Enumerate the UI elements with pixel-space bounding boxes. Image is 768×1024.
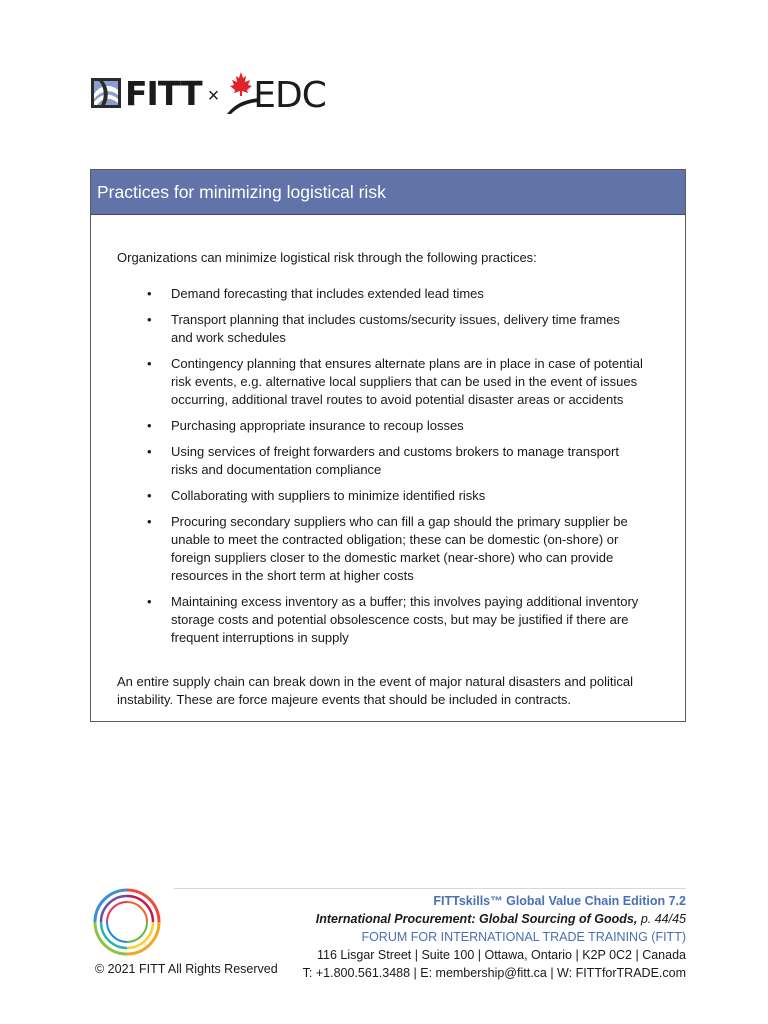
page-number: p. 44/45: [640, 912, 686, 926]
book-title: International Procurement: Global Sourcing of Goods,: [315, 912, 638, 926]
list-item-text: Demand forecasting that includes extended lead times: [171, 286, 484, 301]
fitt-wordmark: FITT: [125, 73, 202, 113]
list-item-text: Collaborating with suppliers to minimize identified risks: [171, 488, 486, 503]
practices-list: [117, 285, 659, 647]
bullet: •: [147, 488, 152, 503]
list-item: [147, 443, 659, 479]
list-item: [147, 487, 659, 505]
bullet: •: [147, 594, 152, 609]
edc-wordmark: EDC: [253, 75, 326, 116]
address-line: 116 Lisgar Street | Suite 100 | Ottawa, Ontario | K2P 0C2 | Canada: [317, 948, 686, 962]
list-item-text: Using services of freight forwarders and customs brokers to manage transport risks and documentation compliance: [171, 444, 619, 477]
footer-info: [303, 892, 686, 982]
list-item-text: Transport planning that includes customs/security issues, delivery time frames and work schedules: [171, 312, 620, 345]
bullet: •: [147, 286, 152, 301]
intro-paragraph: Organizations can minimize logistical risk through the following practices:: [117, 250, 537, 265]
bullet: •: [147, 312, 152, 327]
closing-paragraph: An entire supply chain can break down in the event of major natural disasters and political instability. These are force majeure events that should be included in contracts.: [117, 674, 633, 707]
box-title: Practices for minimizing logistical risk: [91, 170, 685, 215]
list-item: [147, 285, 659, 303]
header-logo: [91, 70, 326, 116]
practices-box: [90, 169, 686, 722]
copyright-notice: © 2021 FITT All Rights Reserved: [95, 962, 278, 976]
bullet: •: [147, 356, 152, 371]
list-item-text: Maintaining excess inventory as a buffer; this involves paying additional inventory storage costs and potential obsolescence costs, but may be justified if there are frequent interruptions in supply: [171, 594, 639, 645]
bullet: •: [147, 514, 152, 529]
list-item: [147, 593, 659, 647]
fitt-globe-icon: [91, 78, 121, 108]
edc-logo: [225, 70, 326, 116]
list-item: [147, 417, 659, 435]
fitt-ring-logo-icon: [89, 884, 165, 960]
bullet: •: [147, 418, 152, 433]
forum-line: FORUM FOR INTERNATIONAL TRADE TRAINING (FITT): [361, 930, 686, 944]
list-item-text: Purchasing appropriate insurance to recoup losses: [171, 418, 464, 433]
list-item-text: Procuring secondary suppliers who can fill a gap should the primary supplier be unable to meet the contracted obligation; these can be domestic (on-shore) or foreign suppliers closer to the domestic market (near-shore) who can provide resources in the short term at higher costs: [171, 514, 628, 583]
list-item-text: Contingency planning that ensures alternate plans are in place in case of potential risk events, e.g. alternative local suppliers that can be used in the event of issues occurring, additional travel routes to avoid potential disaster areas or accidents: [171, 356, 643, 407]
book-line: [303, 910, 686, 928]
footer-divider: [174, 888, 686, 889]
contact-line: T: +1.800.561.3488 | E: membership@fitt.ca | W: FITTforTRADE.com: [302, 966, 686, 980]
box-body: [91, 215, 685, 709]
edition-line: FITTskills™ Global Value Chain Edition 7.2: [433, 894, 686, 908]
list-item: [147, 355, 659, 409]
list-item: [147, 311, 659, 347]
list-item: [147, 513, 659, 585]
times-symbol: ×: [207, 84, 220, 107]
bullet: •: [147, 444, 152, 459]
